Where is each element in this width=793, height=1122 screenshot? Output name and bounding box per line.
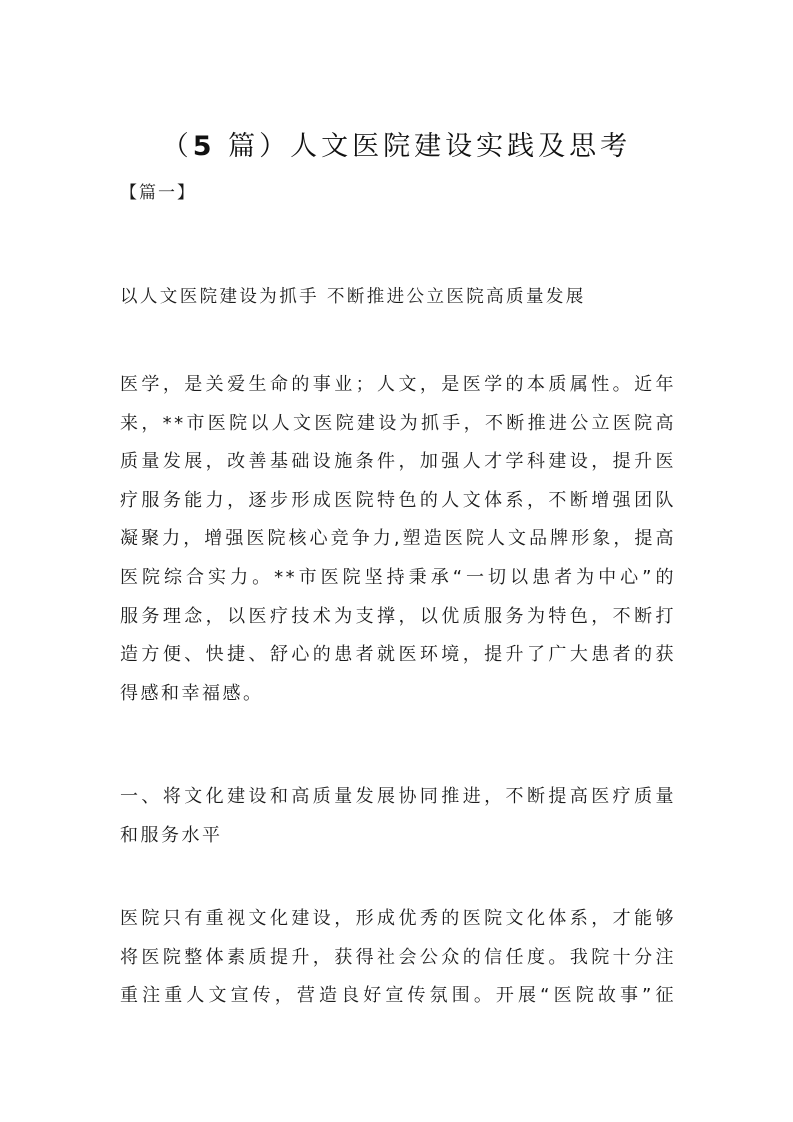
text-line: 凝聚力，增强医院核心竞争力,塑造医院人文品牌形象，提高 [120,528,676,550]
section-label: 【篇一】 [120,183,196,203]
text-line: 疗服务能力，逐步形成医院特色的人文体系，不断增强团队 [120,489,676,511]
paragraph-culture [120,900,676,1016]
text-line: 重注重人文宣传，营造良好宣传氛围。开展“医院故事”征 [120,985,676,1007]
text-line: 来，**市医院以人文医院建设为抓手，不断推进公立医院高 [120,412,676,434]
article-subtitle: 以人文医院建设为抓手 不断推进公立医院高质量发展 [120,287,586,307]
text-line: 医院综合实力。**市医院坚持秉承“一切以患者为中心”的 [120,566,676,588]
text-line: 造方便、快捷、舒心的患者就医环境，提升了广大患者的获 [120,644,676,666]
text-line: 服务理念，以医疗技术为支撑，以优质服务为特色，不断打 [120,605,676,627]
section-heading-1 [120,778,676,855]
title-prefix: （ [161,131,193,162]
text-line: 和服务水平 [120,824,223,846]
title-number: 5 [192,131,216,162]
text-line: 得感和幸福感。 [120,682,264,704]
document-title [0,124,793,163]
text-line: 一、将文化建设和高质量发展协同推进，不断提高医疗质量 [120,786,676,807]
text-line: 医学，是关爱生命的事业；人文，是医学的本质属性。近年 [120,374,676,395]
paragraph-intro [120,366,676,713]
text-line: 质量发展，改善基础设施条件，加强人才学科建设，提升医 [120,451,676,473]
text-line: 医院只有重视文化建设，形成优秀的医院文化体系，才能够 [120,908,676,929]
text-line: 将医院整体素质提升，获得社会公众的信任度。我院十分注 [120,946,676,968]
title-text: 篇）人文医院建设实践及思考 [215,131,632,162]
